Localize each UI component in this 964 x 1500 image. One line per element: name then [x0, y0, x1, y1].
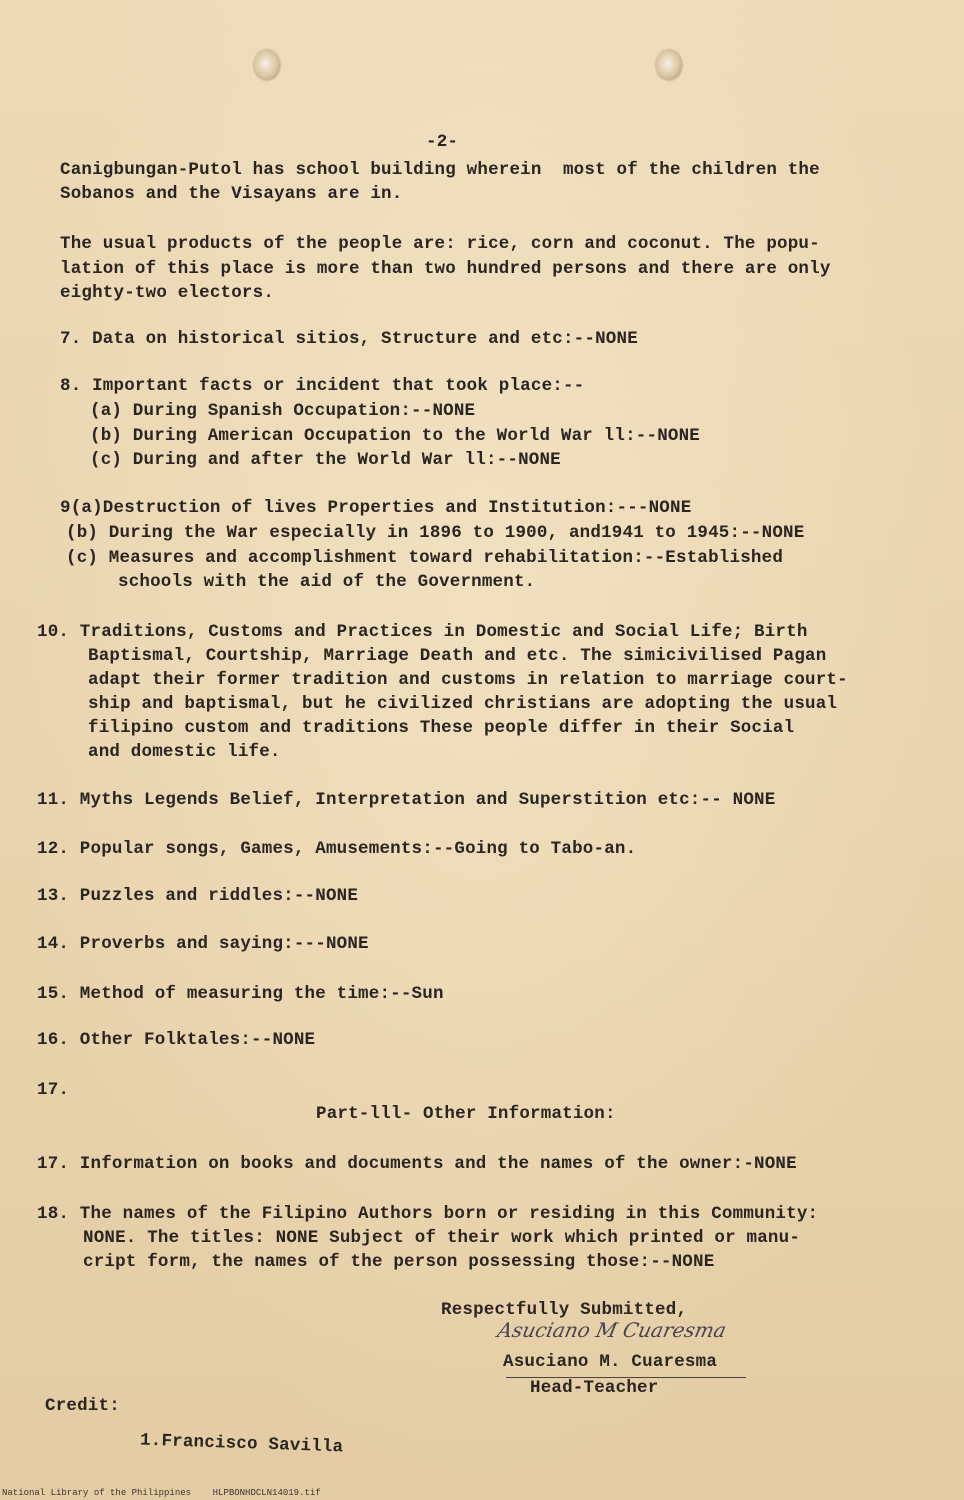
credit-entry: 1.Francisco Savilla [139, 1430, 344, 1458]
item-17: 17. Information on books and documents and the names of the owner:-NONE [37, 1154, 797, 1174]
closing: Respectfully Submitted, [441, 1300, 688, 1320]
handwritten-signature: Asuciano M Cuaresma [495, 1318, 729, 1342]
item-8-heading: 8. Important facts or incident that took place:-- [60, 376, 585, 396]
item-10-line: filipino custom and traditions These people differ in their Social [88, 718, 795, 738]
item-11: 11. Myths Legends Belief, Interpretation and Superstition etc:-- NONE [37, 790, 776, 810]
products-line: The usual products of the people are: rice, corn and coconut. The popu- [60, 234, 820, 254]
item-16: 16. Other Folktales:--NONE [37, 1030, 316, 1050]
item-9c: (c) Measures and accomplishment toward rehabilitation:--Established [66, 548, 784, 568]
products-line: lation of this place is more than two hundred persons and there are only [60, 259, 831, 279]
item-17-blank: 17. [37, 1080, 70, 1100]
signatory-title: Head-Teacher [530, 1378, 659, 1398]
item-18-line: NONE. The titles: NONE Subject of their work which printed or manu- [83, 1228, 801, 1248]
punch-hole [656, 50, 682, 80]
item-10-line: adapt their former tradition and customs in relation to marriage court- [88, 670, 848, 690]
item-18-line: 18. The names of the Filipino Authors born or residing in this Community: [37, 1204, 819, 1224]
item-13: 13. Puzzles and riddles:--NONE [37, 886, 359, 906]
item-8b: (b) During American Occupation to the World War ll:--NONE [90, 426, 700, 446]
page-number: -2- [426, 132, 459, 152]
intro-line: Sobanos and the Visayans are in. [60, 184, 403, 204]
item-9c-cont: schools with the aid of the Government. [118, 572, 536, 592]
credit-label: Credit: [45, 1396, 120, 1416]
archive-footer: National Library of the Philippines HLPBONHDCLN14019.tif [2, 1488, 321, 1498]
item-10-line: and domestic life. [88, 742, 281, 762]
intro-line: Canigbungan-Putol has school building wherein most of the children the [60, 160, 820, 180]
punch-hole [254, 50, 280, 80]
item-15: 15. Method of measuring the time:--Sun [37, 984, 444, 1004]
signatory-name: Asuciano M. Cuaresma [503, 1352, 718, 1372]
item-9a: 9(a)Destruction of lives Properties and Institution:---NONE [60, 498, 692, 518]
item-9b: (b) During the War especially in 1896 to 1900, and1941 to 1945:--NONE [66, 523, 805, 543]
item-10-line: ship and baptismal, but he civilized christians are adopting the usual [88, 694, 838, 714]
item-18-line: cript form, the names of the person possessing those:--NONE [83, 1252, 715, 1272]
item-10-line: 10. Traditions, Customs and Practices in Domestic and Social Life; Birth [37, 622, 808, 642]
item-14: 14. Proverbs and saying:---NONE [37, 934, 369, 954]
products-line: eighty-two electors. [60, 283, 275, 303]
part-heading: Part-lll- Other Information: [316, 1104, 616, 1124]
item-10-line: Baptismal, Courtship, Marriage Death and etc. The simicivilised Pagan [88, 646, 827, 666]
item-8c: (c) During and after the World War ll:--NONE [90, 450, 561, 470]
item-8a: (a) During Spanish Occupation:--NONE [90, 401, 476, 421]
item-12: 12. Popular songs, Games, Amusements:--Going to Tabo-an. [37, 839, 637, 859]
item-7: 7. Data on historical sitios, Structure and etc:--NONE [60, 329, 638, 349]
